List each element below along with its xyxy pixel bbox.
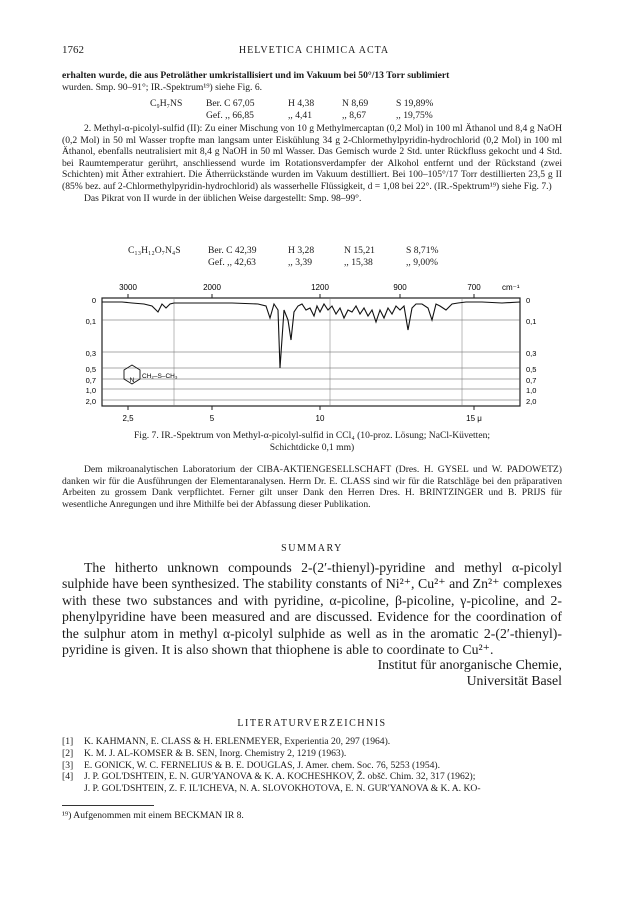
substituent-label: CH₂–S–CH₃ [142,373,178,380]
bottom-tick-label: 5 [209,414,215,423]
caption-line: Fig. 7. IR.-Spektrum von Methyl-α-picolyl-sulfid in CCl₄ (10-proz. Lösung; NaCl-Küvetten; [133,430,491,441]
pikrat-text: Das Pikrat von II wurde in der üblichen Weise dargestellt: Smp. 98–99°. [84,192,362,204]
running-header [62,44,566,60]
right-scale-label: 0,1 [526,317,537,326]
spectrum-trace [102,302,520,368]
summary-body [62,560,562,658]
bottom-tick-label: 15 μ [466,414,482,423]
acknowledgement-text: Dem mikroanalytischen Laboratorium der CIBA-AKTIENGESELLSCHAFT (Dres. H. GYSEL und W. PADOWETZ) danken wir für die Ausführungen der Elementaranalysen. Herrn Dr. E. CLASS sind wir für die Ratschläge bei den präparativen Arbeiten zu grossem Dank verpflichtet. Ferner gilt unser Dank den Herren Dres. H. BRINTZINGER und B. PRIJS für wesentliche Anregungen und ihre Mithilfe bei der Abfassung dieser Publikation. [62,464,562,510]
found-value: ,, 8,67 [342,109,366,121]
right-scale-label: 0,7 [526,376,537,385]
found-value: ,, 9,00% [406,256,438,268]
left-scale-label: 0,1 [85,317,96,326]
top-tick-label: 700 [467,283,481,292]
institute-name: Institut für anorganische Chemie, [377,657,562,672]
right-scale-label: 0,3 [526,349,537,358]
top-unit-label: cm⁻¹ [502,283,520,292]
acknowledgement [62,464,562,510]
paragraph-prep-1 [62,70,562,93]
calc-value: S 19,89% [396,98,434,109]
elemental-analysis-1 [150,98,570,121]
absorbance-gridlines [102,320,520,400]
reference-text: K. M. J. AL-KOMSER & B. SEN, Inorg. Chemistry 2, 1219 (1963). [84,747,347,759]
reference-item [62,783,562,795]
calc-value: H 4,38 [288,98,315,109]
reference-number: [1] [62,736,74,747]
found-value: ,, 19,75% [396,109,433,121]
calc-value: N 15,21 [344,245,375,256]
elemental-analysis-2 [128,245,568,268]
reference-item [62,760,562,772]
left-scale-label: 0 [91,296,96,305]
institute-affiliation [62,657,562,690]
university-name: Universität Basel [466,673,562,689]
top-tick-label: 900 [393,283,407,292]
reference-list [62,736,562,795]
reference-number: [2] [62,747,74,759]
reference-item [62,748,562,760]
reference-text: J. P. GOL'DSHTEIN, Z. F. IL'ICHEVA, N. A. SLOVOKHOTOVA, E. N. GUR'YANOVA & K. A. KO- [84,783,481,795]
ir-spectrum-figure [62,280,582,430]
top-tick-label: 1200 [311,283,329,292]
reference-item [62,771,562,783]
reference-number: [4] [62,771,74,783]
footnote: ¹⁹) Aufgenommen mit einem BECKMAN IR 8. [62,810,244,821]
reference-number: [3] [62,759,74,771]
found-value: ,, 15,38 [344,256,373,268]
prep-text: 2. Methyl-α-picolyl-sulfid (II): Zu einer Mischung von 10 g Methylmercaptan (0,2 Mol) in 100 ml Äthanol und 8,4 g NaOH (0,2 Mol) in 50 ml Wasser tropfte man langsam unter Eiskühlung 34 g 2-Chlormethylpyridin-hydrochlorid (0,2 Mol) in 100 ml Äthanol, ebenfalls neutralisiert mit 8,4 g NaOH in 50 ml Wasser. Das Gemisch wurde 2 Std. unter Rückfluss gekocht und 4 Std. bei Raumtemperatur gerührt, anschliessend wurde im Rotationsverdampfer der Alkohol entfernt und der Rückstand (zwei Schichten) mit Äther extrahiert. Die Ätherrückstände wurden im Vakuum destilliert. Bei 100–105°/17 Torr destillierten 23,5 g II (85% bez. auf 2-Chlormethylpyridin-hydrochlorid) als wasserhelle Flüssigkeit, d = 1,08 bei 22°. (IR.-Spektrum¹⁹) siehe Fig. 7.) [62,123,562,192]
journal-title: HELVETICA CHIMICA ACTA [238,45,390,56]
calc-value: S 8,71% [406,245,439,256]
ring-nitrogen-label: N [129,377,135,384]
figure-caption [62,430,562,453]
left-scale-label: 0,3 [85,349,96,358]
top-tick-label: 3000 [119,283,137,292]
right-scale-label: 2,0 [526,397,537,406]
found-value: Gef. ,, 42,63 [208,256,256,268]
right-scale-label: 0,5 [526,365,537,374]
bottom-tick-label: 2,5 [122,414,134,423]
reference-text: J. P. GOL'DSHTEIN, E. N. GUR'YANOVA & K. A. KOCHESHKOV, Ž. obšč. Chim. 32, 317 (1962); [84,771,476,783]
literature-heading: LITERATURVERZEICHNIS [237,718,387,729]
page-number: 1762 [62,44,84,56]
summary-heading: SUMMARY [281,543,343,554]
left-scale-label: 0,7 [85,376,96,385]
found-value: ,, 4,41 [288,109,312,121]
molecular-formula: C₁₃H₁₂O₇N₄S [128,245,181,256]
text-line: wurden. Smp. 90–91°; IR.-Spektrum¹⁹) siehe Fig. 6. [62,81,263,93]
text-line: erhalten wurde, die aus Petroläther umkristallisiert und im Vakuum bei 50°/13 Torr sublimiert [62,70,450,81]
bottom-tick-label: 10 [315,414,325,423]
left-scale-label: 0,5 [85,365,96,374]
summary-text: The hitherto unknown compounds 2-(2′-thienyl)-pyridine and methyl α-picolyl sulphide have been synthesized. The stability constants of Ni²⁺, Cu²⁺ and Zn²⁺ complexes with these two substances and with pyridine, α-picoline, β-picoline, γ-picoline, and 2-phenylpyridine have been measured and are discussed. Evidence for the coordination of the sulphur atom in methyl α-picolyl sulphide as well as in the aromatic 2-(2′-thienyl)-pyridine is given. It is also shown that thiophene is able to coordinate to Cu²⁺. [62,560,562,658]
left-scale-label: 2,0 [85,397,96,406]
footnote-rule [62,805,154,806]
right-scale-label: 0 [526,296,531,305]
right-scale-label: 1,0 [526,386,537,395]
left-scale-label: 1,0 [85,386,96,395]
found-value: Gef. ,, 66,85 [206,109,254,121]
calc-value: H 3,28 [288,245,315,256]
found-value: ,, 3,39 [288,256,312,268]
molecular-formula: C₉H₇NS [150,98,183,109]
calc-value: Ber. C 67,05 [206,98,255,109]
reference-text: E. GONICK, W. C. FERNELIUS & B. E. DOUGLAS, J. Amer. chem. Soc. 76, 5253 (1954). [84,759,441,771]
top-tick-label: 2000 [203,283,221,292]
paragraph-prep-2 [62,123,562,204]
caption-line: Schichtdicke 0,1 mm) [269,441,355,453]
calc-value: N 8,69 [342,98,369,109]
calc-value: Ber. C 42,39 [208,245,257,256]
reference-text: K. KAHMANN, E. CLASS & H. ERLENMEYER, Experientia 20, 297 (1964). [84,736,391,747]
reference-item [62,736,562,748]
